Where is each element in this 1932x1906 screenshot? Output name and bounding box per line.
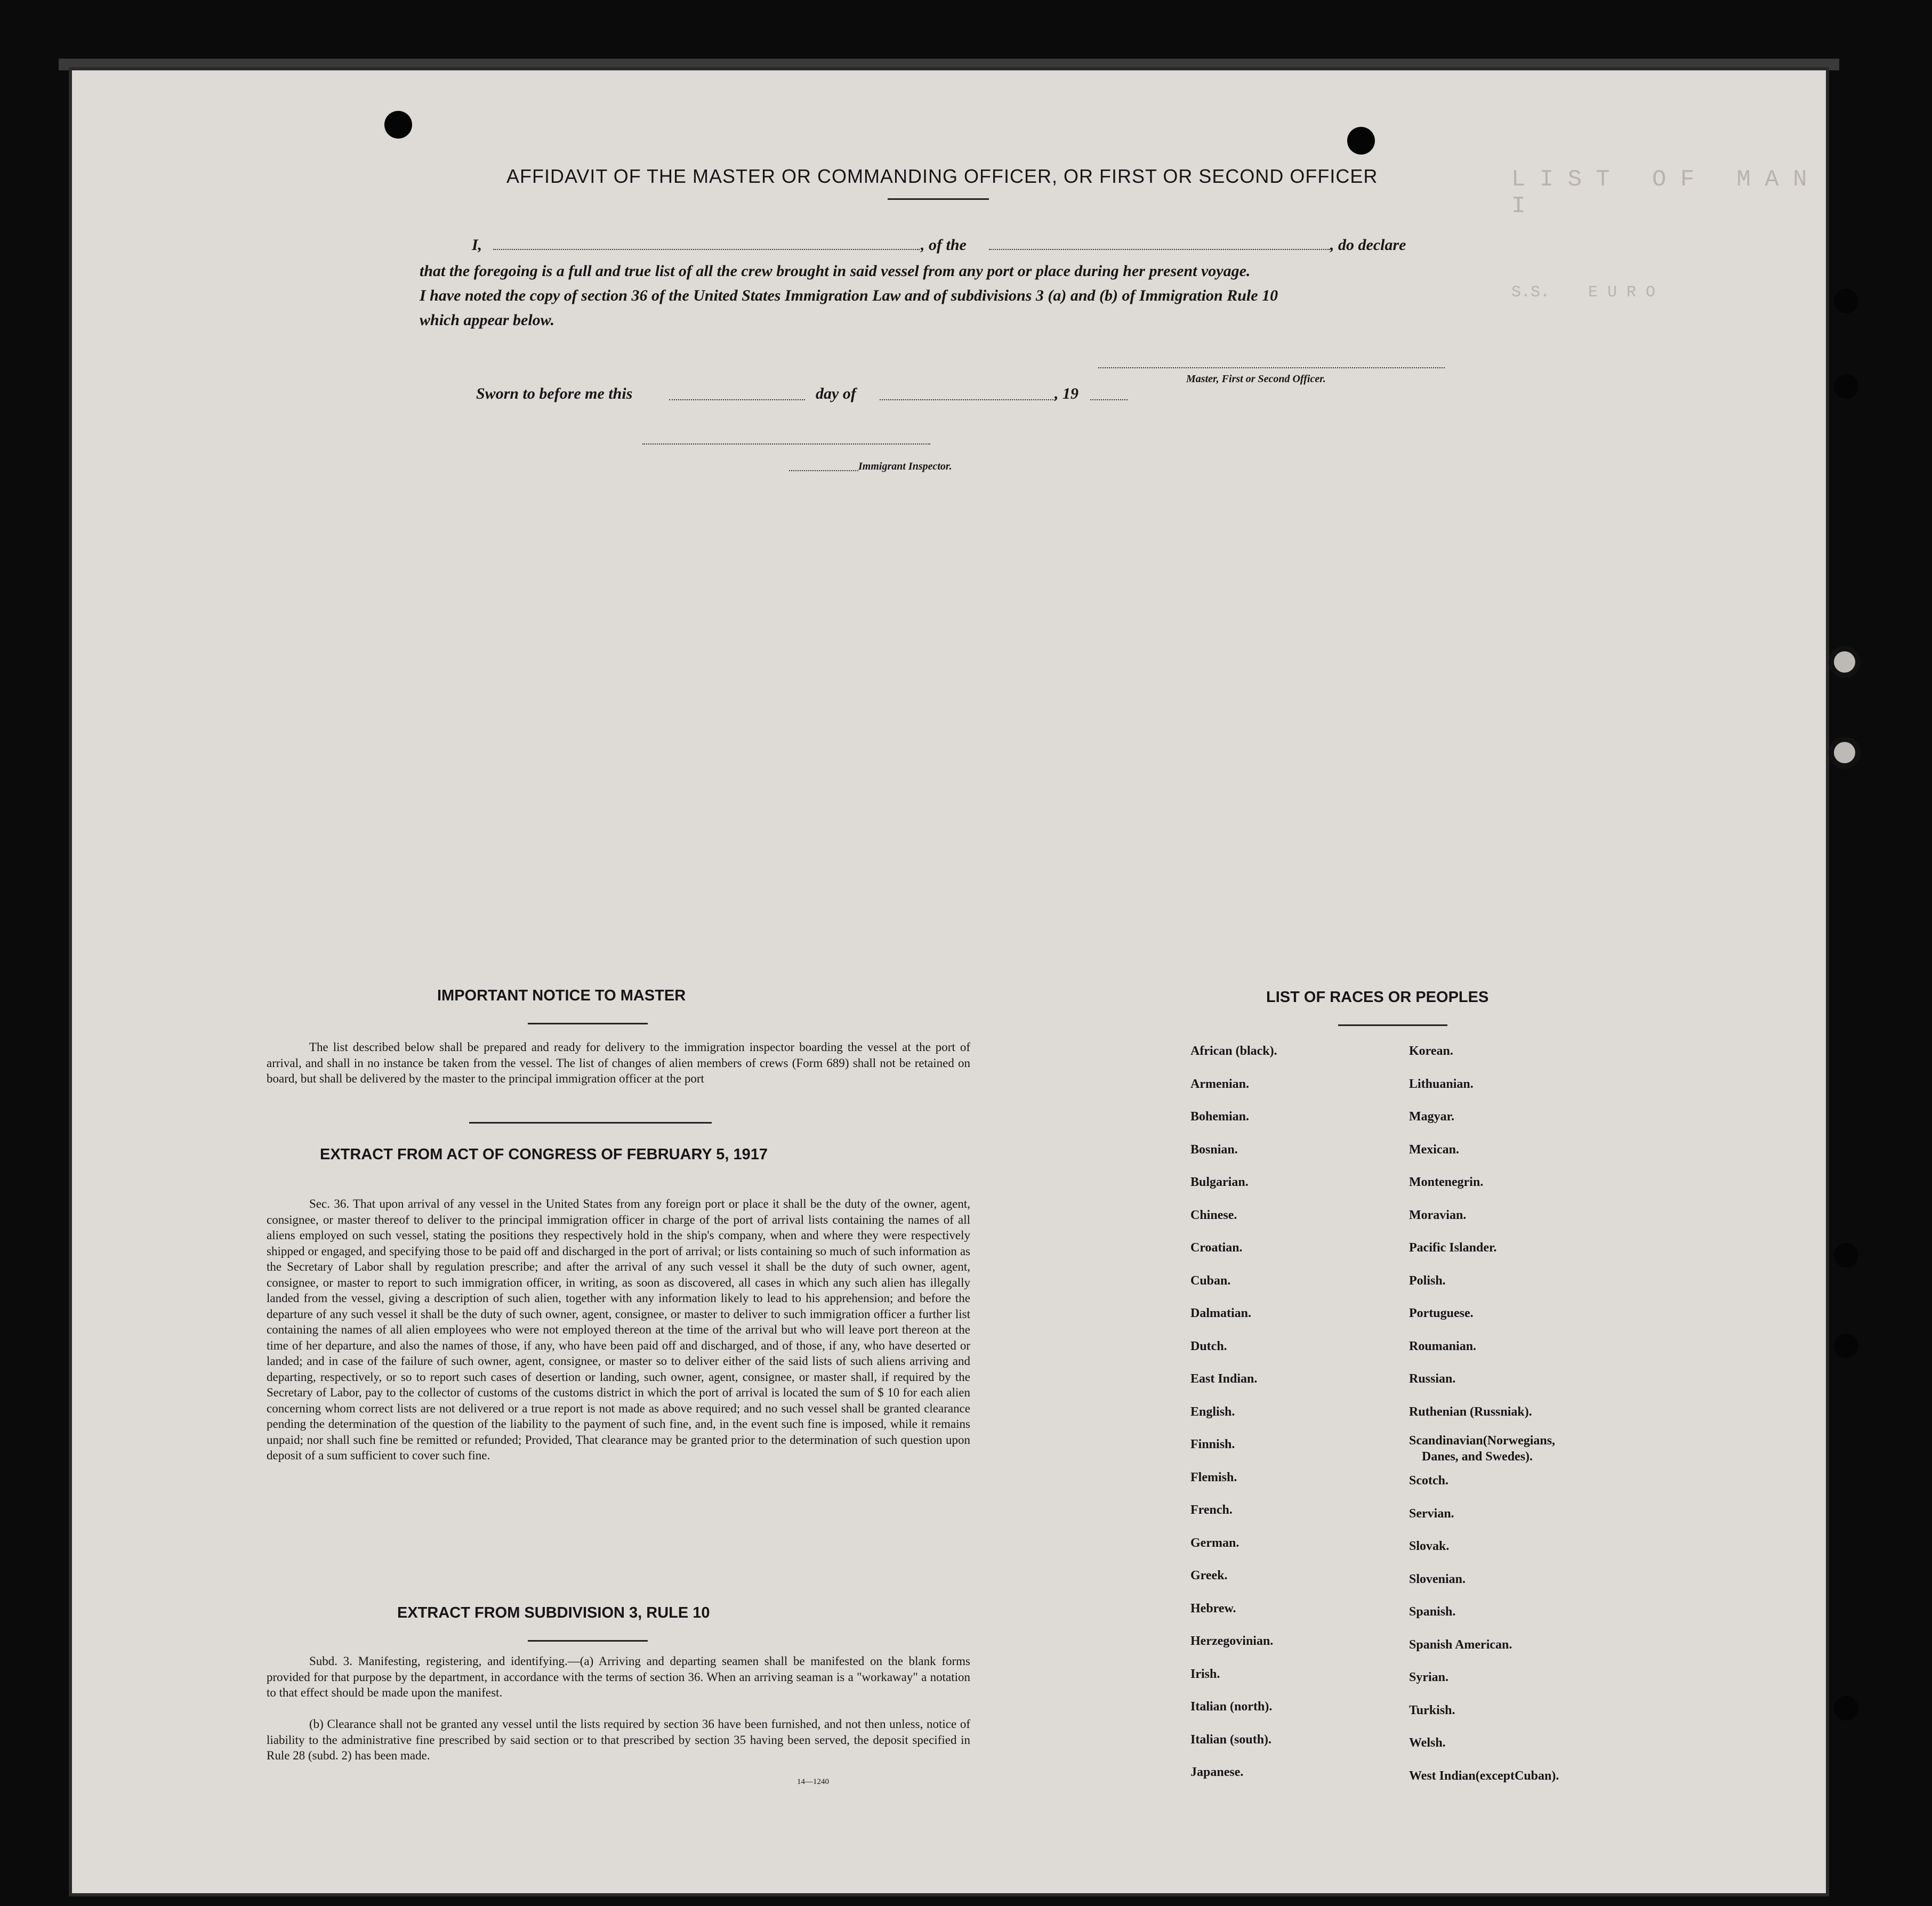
race-item: Croatian. bbox=[1190, 1241, 1243, 1255]
punch-hole bbox=[1834, 1696, 1858, 1721]
punch-hole bbox=[1834, 1334, 1858, 1358]
race-item: East Indian. bbox=[1190, 1372, 1258, 1386]
rule-title: EXTRACT FROM SUBDIVISION 3, RULE 10 bbox=[397, 1604, 710, 1621]
race-item: Servian. bbox=[1409, 1506, 1454, 1521]
notice-title: IMPORTANT NOTICE TO MASTER bbox=[437, 987, 686, 1004]
binder-ring bbox=[1829, 737, 1861, 769]
divider bbox=[469, 1122, 712, 1124]
race-item: Slovak. bbox=[1409, 1539, 1450, 1553]
race-item: Syrian. bbox=[1409, 1670, 1449, 1684]
race-item: Korean. bbox=[1409, 1044, 1453, 1058]
affidavit-statement: which appear below. bbox=[420, 311, 555, 329]
race-item: Ruthenian (Russniak). bbox=[1409, 1404, 1532, 1419]
notice-text: The list described below shall be prepared and ready for delivery to the immigration inspector boarding the vessel at the port of arrival, and shall in no instance be taken from the vessel. The list of changes of alien members of crews (Form 689) shall not be retained on board, but shall be delivered by the master to the principal immigration officer at the port bbox=[267, 1040, 970, 1085]
affidavit-statement: I have noted the copy of section 36 of the United States Immigration Law and of subdivisions 3 (a) and (b) of Immigration Rule 10 bbox=[420, 287, 1278, 304]
race-item: Irish. bbox=[1190, 1667, 1220, 1681]
inspector-caption: Immigrant Inspector. bbox=[858, 461, 952, 472]
punch-hole bbox=[1834, 374, 1858, 399]
master-signature-caption: Master, First or Second Officer. bbox=[1186, 373, 1326, 385]
race-item: Dutch. bbox=[1190, 1339, 1227, 1353]
race-item: Italian (south). bbox=[1190, 1732, 1272, 1747]
race-item: Pacific Islander. bbox=[1409, 1241, 1497, 1255]
race-item: Scandinavian(Norwegians, bbox=[1409, 1434, 1556, 1448]
race-item: Slovenian. bbox=[1409, 1572, 1466, 1586]
race-item: Hebrew. bbox=[1190, 1601, 1236, 1616]
races-title: LIST OF RACES OR PEOPLES bbox=[1266, 989, 1489, 1006]
race-item: Montenegrin. bbox=[1409, 1175, 1484, 1189]
race-item: Mexican. bbox=[1409, 1142, 1459, 1157]
race-item: Armenian. bbox=[1190, 1077, 1249, 1091]
affidavit-declare-label: , do declare bbox=[1330, 236, 1406, 254]
master-name-field[interactable] bbox=[493, 249, 920, 250]
race-item: Herzegovinian. bbox=[1190, 1634, 1274, 1648]
race-item: Spanish. bbox=[1409, 1605, 1456, 1619]
divider bbox=[528, 1640, 648, 1642]
race-item: Cuban. bbox=[1190, 1273, 1231, 1288]
punch-hole bbox=[1347, 127, 1375, 155]
races-left-column bbox=[1190, 1035, 1277, 1789]
race-item: Turkish. bbox=[1409, 1703, 1455, 1717]
binder-ring bbox=[1829, 646, 1861, 678]
act-title: EXTRACT FROM ACT OF CONGRESS OF FEBRUARY 5, 1917 bbox=[320, 1146, 768, 1163]
inspector-signature-field[interactable] bbox=[642, 443, 930, 445]
race-item: Spanish American. bbox=[1409, 1637, 1512, 1652]
master-signature-field[interactable] bbox=[1098, 367, 1445, 368]
race-item: Finnish. bbox=[1190, 1437, 1235, 1451]
document-page bbox=[72, 70, 1826, 1893]
sworn-year-field[interactable] bbox=[1090, 399, 1128, 400]
race-item: Roumanian. bbox=[1409, 1339, 1477, 1353]
vessel-name-field[interactable] bbox=[989, 249, 1330, 250]
race-item: Moravian. bbox=[1409, 1208, 1467, 1222]
day-of-label: day of bbox=[816, 385, 856, 402]
race-item: Japanese. bbox=[1190, 1765, 1244, 1779]
affidavit-of-label: , of the bbox=[921, 236, 967, 254]
affidavit-title: AFFIDAVIT OF THE MASTER OR COMMANDING OFFICER, OR FIRST OR SECOND OFFICER bbox=[506, 165, 1378, 187]
race-item: Portuguese. bbox=[1409, 1306, 1474, 1320]
race-item: Flemish. bbox=[1190, 1470, 1237, 1484]
race-item: West Indian(exceptCuban). bbox=[1409, 1768, 1559, 1783]
divider bbox=[528, 1023, 648, 1024]
punch-hole bbox=[384, 111, 412, 139]
bleed-through-text: S.S. E U R O bbox=[1511, 284, 1656, 302]
punch-hole bbox=[1834, 289, 1858, 313]
divider bbox=[1338, 1024, 1447, 1026]
form-number: 14—1240 bbox=[797, 1778, 829, 1786]
race-item: Bosnian. bbox=[1190, 1142, 1238, 1157]
affidavit-statement: that the foregoing is a full and true list of all the crew brought in said vessel from any port or place during her present voyage. bbox=[420, 262, 1251, 280]
race-item: Danes, and Swedes). bbox=[1422, 1450, 1533, 1464]
race-item: Polish. bbox=[1409, 1273, 1446, 1288]
race-item: Welsh. bbox=[1409, 1736, 1446, 1750]
race-item: Lithuanian. bbox=[1409, 1077, 1474, 1091]
race-item: Russian. bbox=[1409, 1372, 1456, 1386]
year-label: , 19 bbox=[1054, 385, 1078, 402]
sworn-month-field[interactable] bbox=[880, 399, 1056, 400]
rule-para-b: (b) Clearance shall not be granted any vessel until the lists required by section 36 have been furnished, and not then unless, notice of liability to the administrative fine prescribed by said section or to that prescribed by section 35 having been served, the deposit specified in Rule 28 (subd. 2) has been made. bbox=[267, 1717, 970, 1762]
inspector-signature-field[interactable] bbox=[789, 470, 858, 471]
race-item: Magyar. bbox=[1409, 1110, 1455, 1124]
page-stack-edge bbox=[59, 59, 1839, 70]
race-item: Bohemian. bbox=[1190, 1110, 1250, 1124]
rule-para-a: Subd. 3. Manifesting, registering, and identifying.—(a) Arriving and departing seamen shall be manifested on the blank forms provided for that purpose by the department, in accordance with the terms of section 36. When an arriving seaman is a "workaway" a notation to that effect should be made upon the manifest. bbox=[267, 1654, 970, 1699]
affidavit-i-label: I, bbox=[472, 236, 482, 254]
bleed-through-text: L I S T O F M A N I bbox=[1511, 166, 1807, 220]
sworn-day-field[interactable] bbox=[669, 399, 805, 400]
race-item: Scotch. bbox=[1409, 1474, 1448, 1488]
races-right-column bbox=[1409, 1035, 1559, 1792]
act-text: Sec. 36. That upon arrival of any vessel in the United States from any foreign port or place it shall be the duty of the owner, agent, consignee, or master thereof to deliver to the principal immigration officer in charge of the port of arrival lists containing the names of all aliens employed on such vessel, stating the positions they respectively hold in the ship's company, when and where they were respectively shipped or engaged, and specifying those to be paid off and discharged in the port of arrival; or lists containing so much of such information as the Secretary of Labor shall by regulation prescribe; and after the arrival of any such vessel it shall be the duty of such owner, agent, consignee, or master to report to such immigration officer, in writing, as soon as discovered, all cases in which any such alien has illegally landed from the vessel, giving a description of such alien, together with any information likely to lead to his apprehension; and before the departure of any such vessel it shall be the duty of such owner, agent, consignee, or master to deliver to such immigration officer a further list containing the names of all alien employees who were not employed thereon at the time of the arrival but who will leave port thereon at the time of her departure, and also the names of those, if any, who have been paid off and discharged, and of those, if any, who have deserted or landed; and in case of the failure of such owner, agent, consignee, or master so to deliver either of the said lists of such aliens arriving and departing, respectively, or so to report such cases of desertion or landing, such owner, agent, consignee, or master shall, if required by the Secretary of Labor, pay to the collector of customs of the customs district in which the port of arrival is located the sum of $ 10 for each alien concerning whom correct lists are not delivered or a true report is not made as above required; and no such vessel shall be granted clearance pending the determination of the question of the liability to the payment of such fine, and, in the event such fine is imposed, while it remains unpaid; nor shall such fine be remitted or refunded; Provided, That clearance may be granted prior to the determination of such question upon deposit of a sum sufficient to cover such fine. bbox=[267, 1197, 970, 1462]
race-item: French. bbox=[1190, 1503, 1233, 1517]
race-item: German. bbox=[1190, 1536, 1239, 1550]
race-item: English. bbox=[1190, 1404, 1235, 1419]
race-item: African (black). bbox=[1190, 1044, 1277, 1058]
sworn-label: Sworn to before me this bbox=[476, 385, 633, 402]
race-item: Dalmatian. bbox=[1190, 1306, 1251, 1320]
punch-hole bbox=[1834, 1243, 1858, 1267]
race-item: Italian (north). bbox=[1190, 1700, 1273, 1714]
race-item: Bulgarian. bbox=[1190, 1175, 1249, 1189]
race-item: Greek. bbox=[1190, 1569, 1228, 1582]
race-item: Chinese. bbox=[1190, 1208, 1237, 1222]
divider bbox=[888, 198, 989, 200]
